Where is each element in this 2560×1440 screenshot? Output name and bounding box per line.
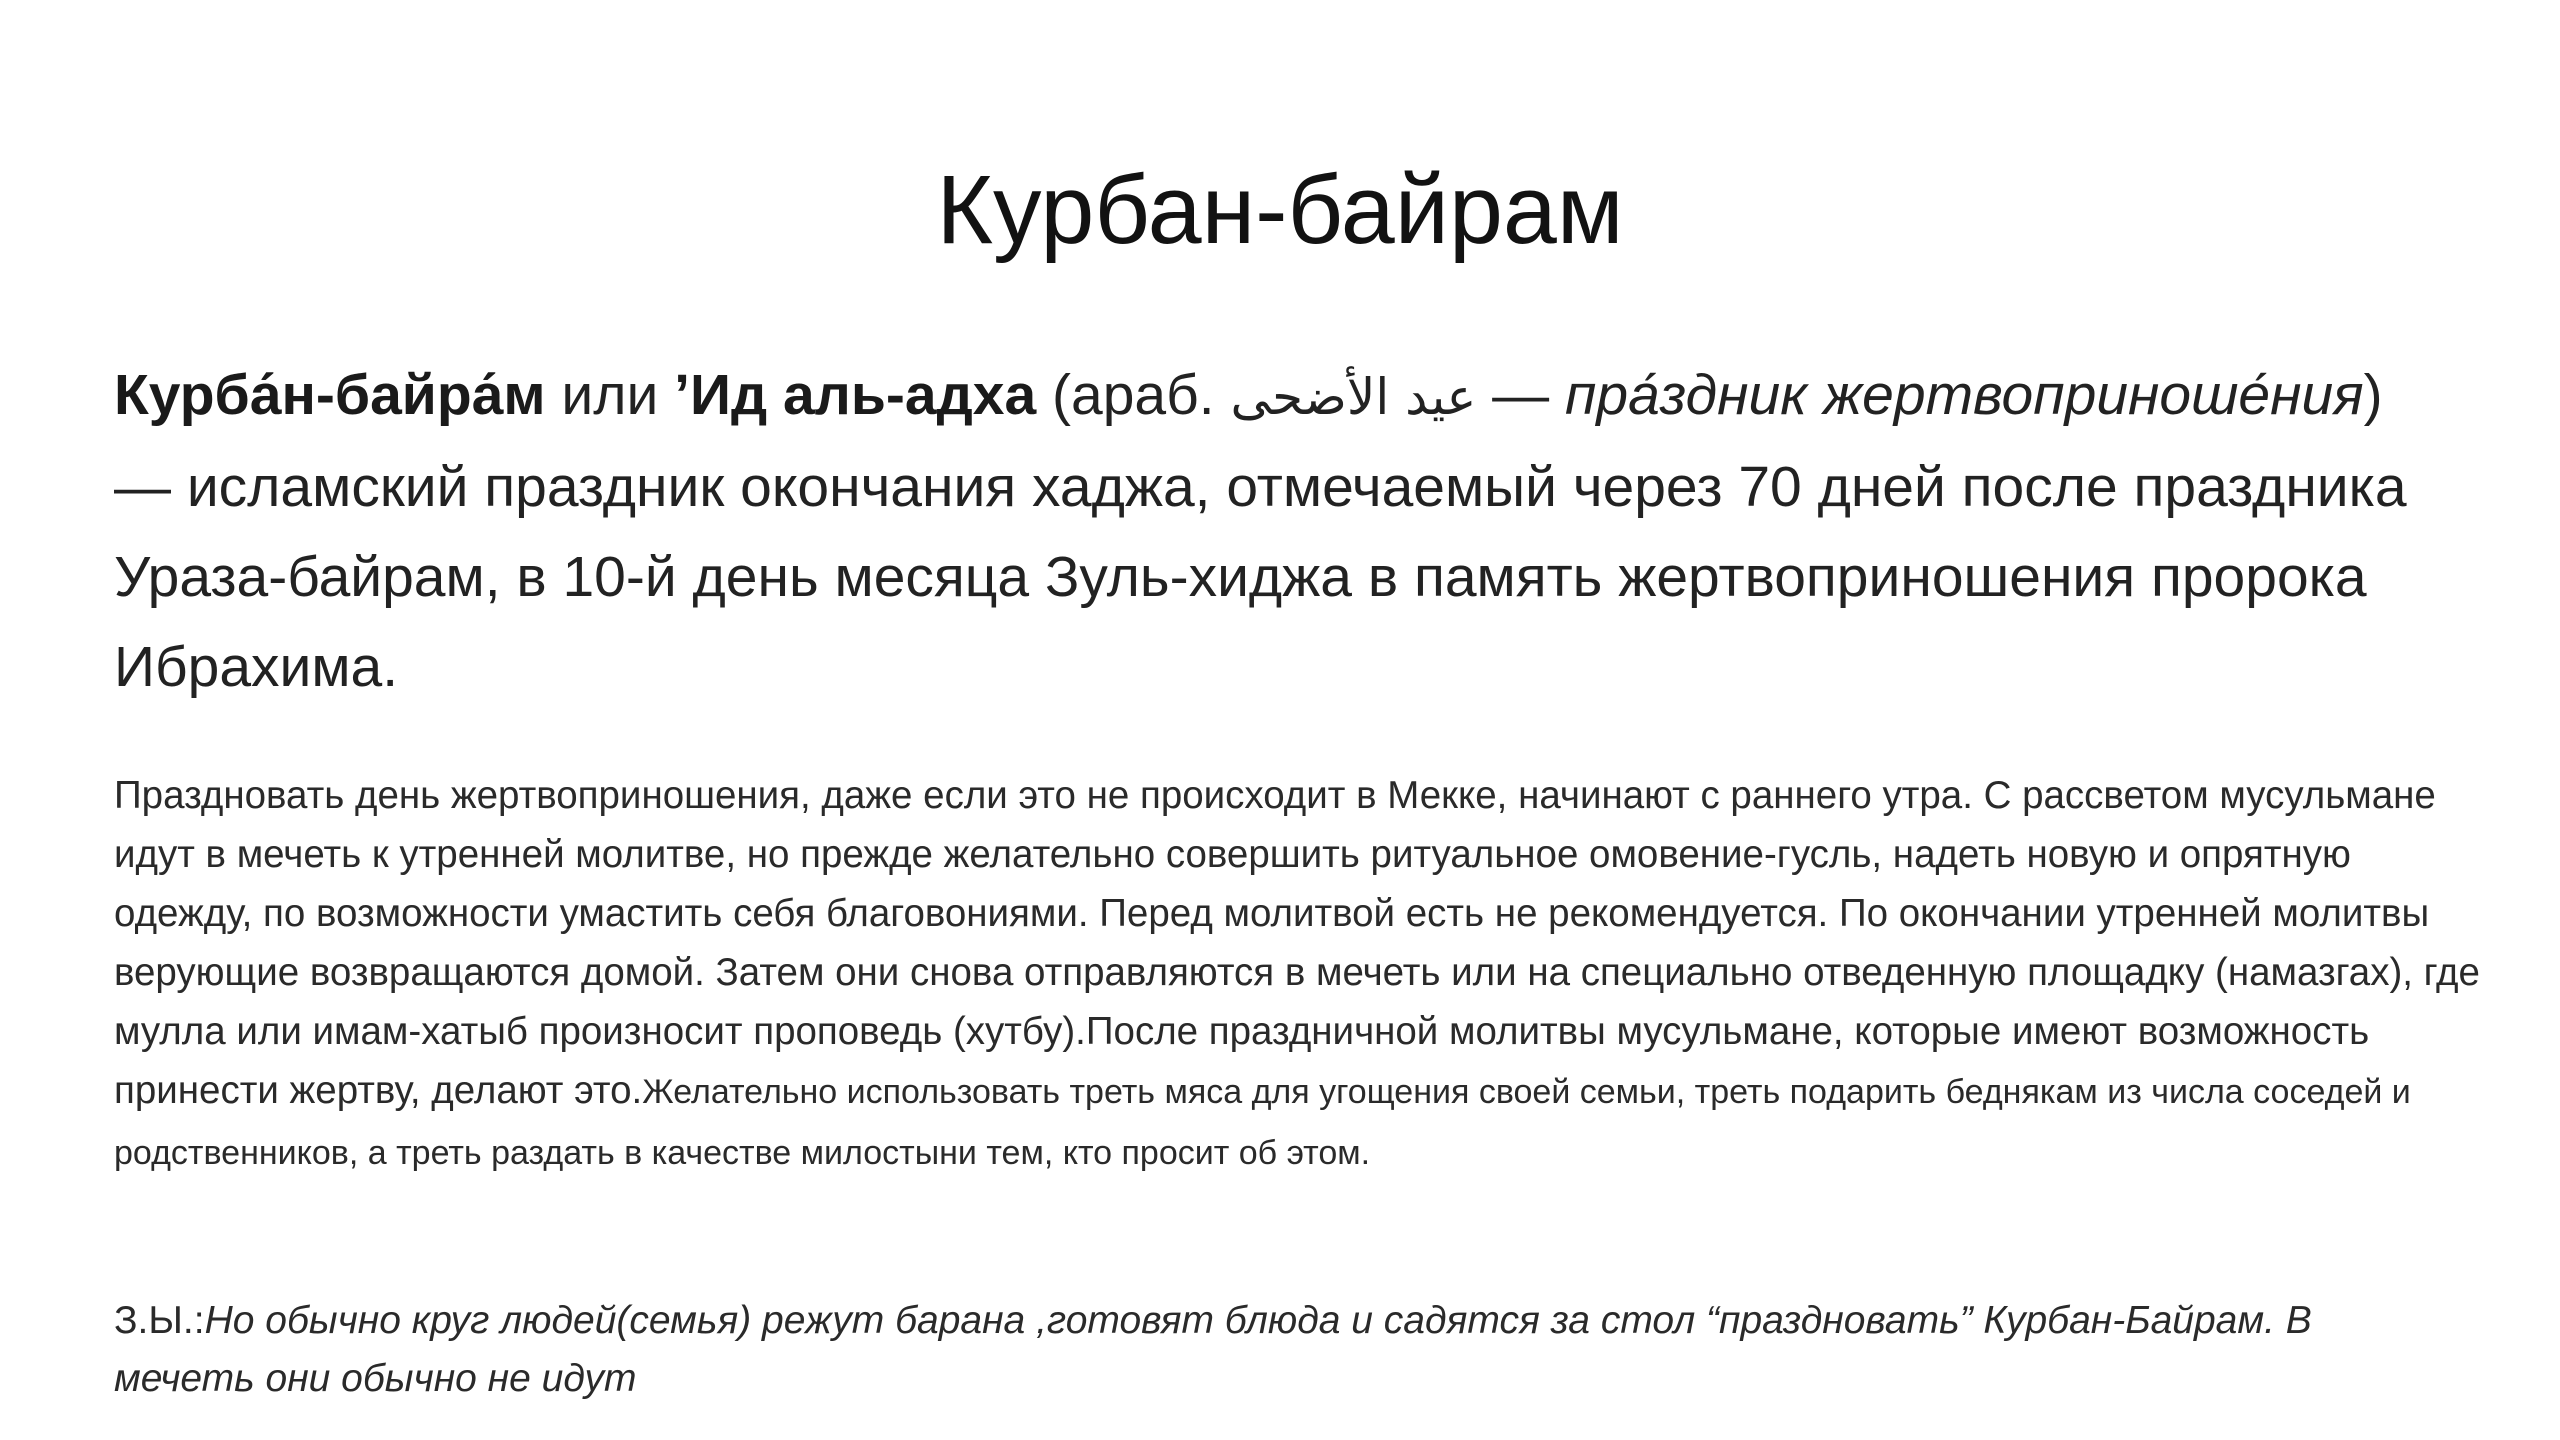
postscript-text: Но обычно круг людей(семья) режут барана ,готовят блюда и садятся за стол “праздновать” Курбан-Байрам. В мечеть они обычно не идут [114, 1299, 2312, 1400]
slide-title: Курбан-байрам [936, 155, 1624, 264]
lead-rest: ) — исламский праздник окончания хаджа, отмечаемый через 70 дней после праздника Ураза-байрам, в 10-й день месяца Зуль-хиджа в память жертвоприношения пророка Ибрахима. [114, 363, 2407, 699]
arabic-name: عيد الأضحى [1230, 368, 1477, 426]
postscript-paragraph [114, 1292, 2454, 1408]
lead-paragraph [114, 350, 2454, 712]
postscript-prefix: З.Ы.: [114, 1299, 205, 1342]
body-small-text: Желательно использовать треть мяса для угощения своей семьи, треть подарить беднякам из числа соседей и родственников, а треть раздать в качестве милостыни тем, кто просит об этом. [114, 1073, 2411, 1172]
body-paragraph [114, 766, 2494, 1183]
lead-or: или [545, 363, 675, 427]
body-main-text: Праздновать день жертвоприношения, даже если это не происходит в Мекке, начинают с раннего утра. С рассветом мусульмане идут в мечеть к утренней молитве, но прежде желательно совершить ритуальное омовение-гусль, надеть новую и опрятную одежду, по возможности умастить себя благовониями. Перед молитвой есть не рекомендуется. По окончании утренней молитвы верующие возвращаются домой. Затем они снова отправляются в мечеть или на специально отведенную площадку (намазгах), где мулла или имам-хатыб произносит проповедь (хутбу).После праздничной молитвы мусульмане, которые имеют возможность принести жертву, делают это. [114, 774, 2480, 1112]
term-kurban-bayram: Курба́н-байра́м [114, 363, 546, 427]
lead-paren-open: (араб. [1036, 363, 1231, 427]
term-id-al-adha: ’Ид аль-адха [674, 363, 1037, 427]
lead-dash: — [1476, 363, 1565, 427]
lead-translation: пра́здник жертвоприноше́ния [1565, 363, 2364, 427]
